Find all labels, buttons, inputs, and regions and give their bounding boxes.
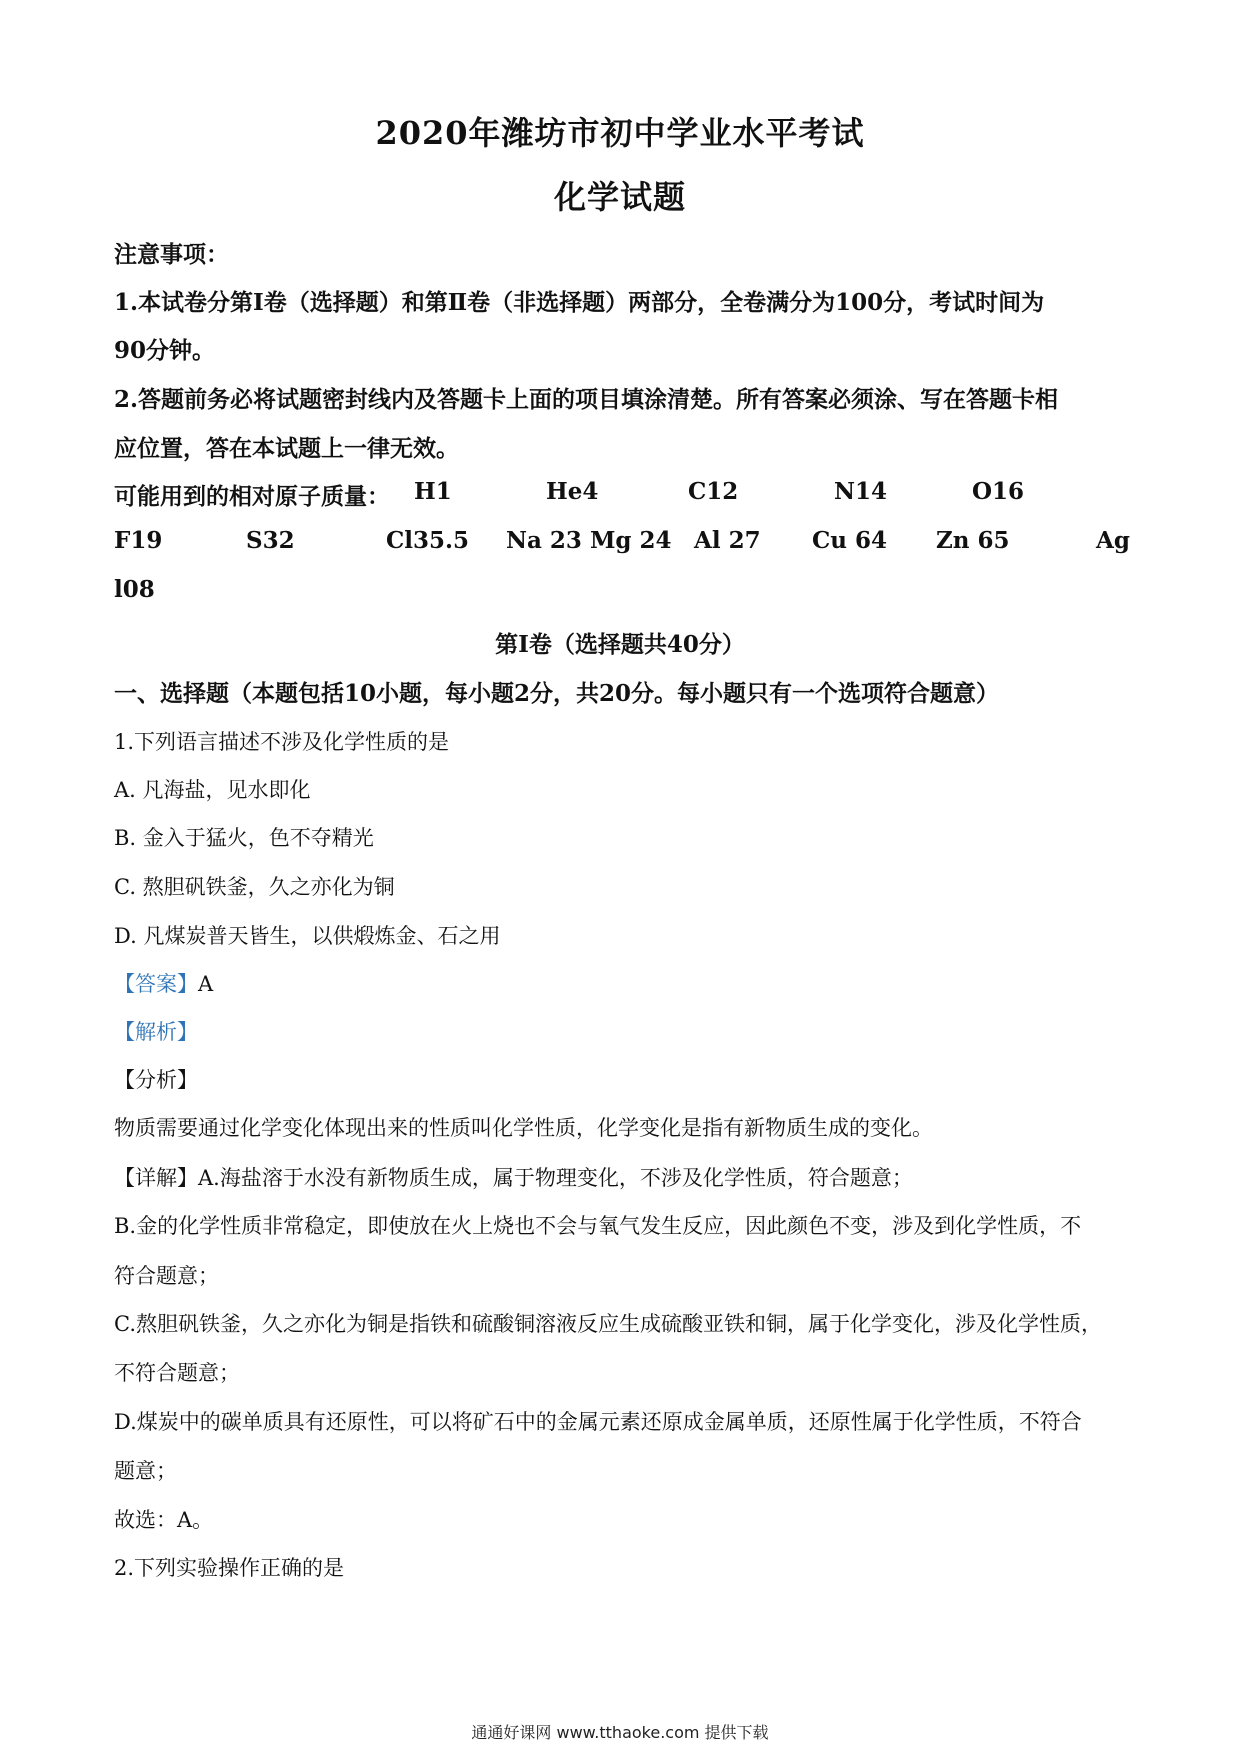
detail-c-line1: C.熬胆矾铁釜，久之亦化为铜是指铁和硫酸铜溶液反应生成硫酸亚铁和铜，属于化学变化，涉及化学性质， [114,1312,1102,1336]
detail-b-line2: 符合题意； [114,1264,219,1288]
atomic-mass-item: Al 27 [694,527,761,554]
detail-c-line2: 不符合题意； [114,1361,240,1385]
question1-stem: 1.下列语言描述不涉及化学性质的是 [114,730,450,754]
atomic-mass-row-2 [114,527,1130,557]
atomic-mass-item: Cl35.5 [386,527,470,554]
detail-d-line1: D.煤炭中的碳单质具有还原性，可以将矿石中的金属元素还原成金属单质，还原性属于化学性质，不符合 [114,1410,1082,1434]
detail-label: 【详解】 [114,1166,198,1190]
atomic-mass-item: Cu 64 [812,527,888,554]
atomic-mass-item: N14 [834,478,888,505]
atomic-mass-item: Zn 65 [936,527,1010,554]
question1-option-a: A. 凡海盐，见水即化 [114,778,311,802]
notice-item1-line2: 90分钟。 [114,337,216,364]
part-title: 一、选择题（本题包括10小题，每小题2分，共20分。每小题只有一个选项符合题意） [114,680,1000,707]
atomic-mass-item: C12 [688,478,739,505]
question1-option-b: B. 金入于猛火，色不夺精光 [114,826,374,850]
fenxi-label: 【分析】 [114,1068,198,1092]
detail-line-a [114,1162,1134,1192]
atomic-mass-row-1 [114,478,1130,508]
detail-a-text: A.海盐溶于水没有新物质生成，属于物理变化，不涉及化学性质，符合题意； [198,1166,913,1190]
atomic-mass-item: Na 23 Mg 24 [506,527,672,554]
question2-stem: 2.下列实验操作正确的是 [114,1556,345,1580]
footer-watermark: 通通好课网 www.tthaoke.com 提供下载 [471,1723,769,1742]
exam-title: 2020年潍坊市初中学业水平考试 [375,114,865,152]
conclusion: 故选：A。 [114,1508,214,1532]
detail-d-line2: 题意； [114,1459,177,1483]
notice-item2-line2: 应位置，答在本试题上一律无效。 [114,435,459,462]
notice-heading: 注意事项： [114,241,229,268]
atomic-mass-item: H1 [414,478,452,505]
notice-item2-line1: 2.答题前务必将试题密封线内及答题卡上面的项目填涂清楚。所有答案必须涂、写在答题卡相 [114,386,1059,413]
detail-b-line1: B.金的化学性质非常稳定，即使放在火上烧也不会与氧气发生反应，因此颜色不变，涉及到化学性质，不 [114,1214,1082,1238]
analysis-label: 【解析】 [114,1020,198,1044]
volume-title: 第I卷（选择题共40分） [495,631,745,658]
answer-value: A [198,972,214,996]
answer-line [114,968,1134,998]
atomic-mass-item: F19 [114,527,163,554]
answer-label: 【答案】 [114,972,198,996]
atomic-mass-item: O16 [972,478,1025,505]
atomic-mass-item: Ag [1096,527,1130,554]
exam-subtitle: 化学试题 [553,178,686,216]
question1-option-d: D. 凡煤炭普天皆生，以供煅炼金、石之用 [114,924,501,948]
atomic-mass-item: S32 [246,527,295,554]
question1-option-c: C. 熬胆矾铁釜，久之亦化为铜 [114,875,395,899]
atomic-mass-label: 可能用到的相对原子质量： [114,483,390,510]
fenxi-text: 物质需要通过化学变化体现出来的性质叫化学性质，化学变化是指有新物质生成的变化。 [114,1116,933,1140]
notice-item1-line1: 1.本试卷分第Ⅰ卷（选择题）和第Ⅱ卷（非选择题）两部分，全卷满分为100分，考试时间为 [114,289,1045,316]
atomic-mass-row-3: l08 [114,576,155,603]
atomic-mass-item: He4 [546,478,599,505]
